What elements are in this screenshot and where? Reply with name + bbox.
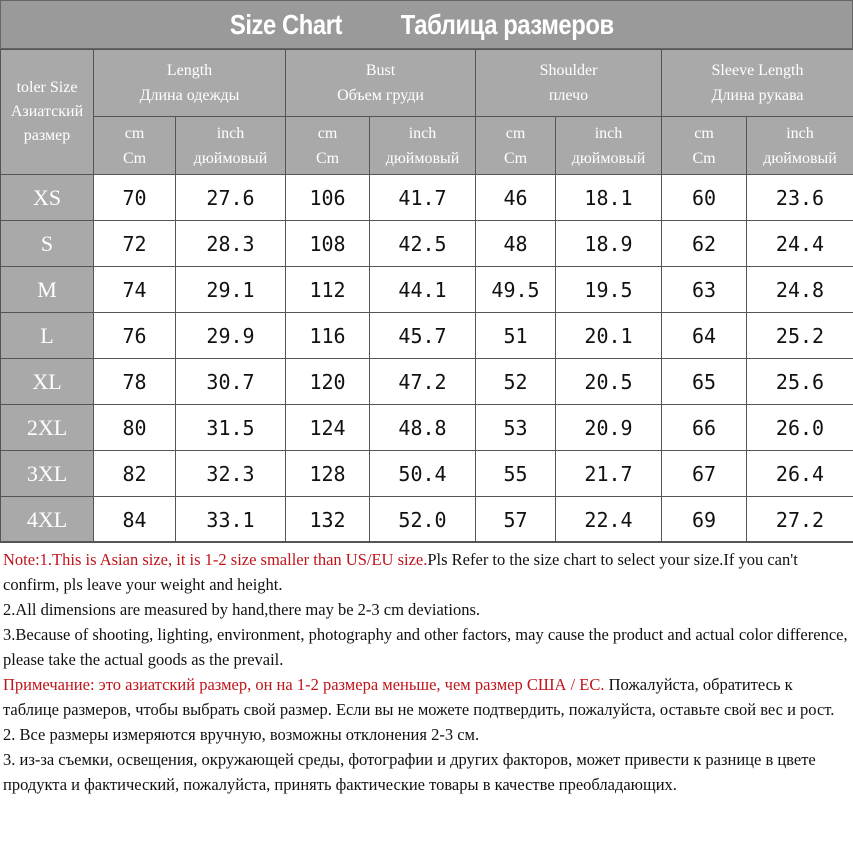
unit-cm-header xyxy=(662,117,747,175)
value-cell: 112 xyxy=(286,267,370,313)
value-cell: 49.5 xyxy=(476,267,556,313)
size-cell: S xyxy=(1,221,94,267)
value-cell: 55 xyxy=(476,451,556,497)
value-cell: 62 xyxy=(662,221,747,267)
value-cell: 80 xyxy=(94,405,176,451)
value-cell: 30.7 xyxy=(176,359,286,405)
value-cell: 108 xyxy=(286,221,370,267)
value-cell: 41.7 xyxy=(370,175,476,221)
bust-header-ru: Объем груди xyxy=(337,87,424,104)
value-cell: 82 xyxy=(94,451,176,497)
value-cell: 25.6 xyxy=(747,359,853,405)
unit-inch-en: inch xyxy=(594,124,623,142)
length-header-ru: Длина одежды xyxy=(139,87,240,104)
header-row-units xyxy=(1,117,853,175)
size-label-line: toler Size xyxy=(16,79,78,96)
table-row xyxy=(1,405,853,451)
value-cell: 120 xyxy=(286,359,370,405)
unit-inch-ru: дюймовый xyxy=(193,149,268,167)
title-ru: Таблица размеров xyxy=(401,8,614,40)
value-cell: 52 xyxy=(476,359,556,405)
unit-inch-header xyxy=(176,117,286,175)
unit-inch-en: inch xyxy=(408,124,437,142)
note-en-2: 2.All dimensions are measured by hand,there may be 2-3 cm deviations. xyxy=(3,600,480,619)
table-row xyxy=(1,359,853,405)
title-bar xyxy=(0,0,853,49)
value-cell: 33.1 xyxy=(176,497,286,543)
unit-cm-ru: Cm xyxy=(315,149,340,167)
table-row xyxy=(1,497,853,543)
value-cell: 18.1 xyxy=(556,175,662,221)
unit-inch-ru: дюймовый xyxy=(571,149,646,167)
unit-cm-ru: Cm xyxy=(503,149,528,167)
size-label-line: размер xyxy=(23,127,71,144)
value-cell: 47.2 xyxy=(370,359,476,405)
unit-cm-ru: Cm xyxy=(692,149,716,167)
value-cell: 52.0 xyxy=(370,497,476,543)
value-cell: 26.4 xyxy=(747,451,853,497)
size-column-header xyxy=(1,50,94,175)
table-row xyxy=(1,175,853,221)
value-cell: 64 xyxy=(662,313,747,359)
bust-header-en: Bust xyxy=(365,62,396,79)
size-cell: L xyxy=(1,313,94,359)
size-cell: M xyxy=(1,267,94,313)
table-row xyxy=(1,267,853,313)
unit-cm-header xyxy=(286,117,370,175)
value-cell: 32.3 xyxy=(176,451,286,497)
size-cell: 3XL xyxy=(1,451,94,497)
note-en-1 xyxy=(3,547,850,597)
note-ru-1 xyxy=(3,672,850,722)
value-cell: 20.5 xyxy=(556,359,662,405)
value-cell: 66 xyxy=(662,405,747,451)
size-cell: XS xyxy=(1,175,94,221)
header-row-groups xyxy=(1,50,853,117)
notes-section xyxy=(0,541,853,842)
table-row xyxy=(1,451,853,497)
size-label-line: Азиатский xyxy=(10,103,84,120)
size-cell: 2XL xyxy=(1,405,94,451)
value-cell: 22.4 xyxy=(556,497,662,543)
unit-inch-header xyxy=(370,117,476,175)
value-cell: 48.8 xyxy=(370,405,476,451)
value-cell: 20.9 xyxy=(556,405,662,451)
value-cell: 53 xyxy=(476,405,556,451)
note-en-3: 3.Because of shooting, lighting, environment, photography and other factors, may cause the product and actual color difference, please take the actual goods as the prevail. xyxy=(3,625,848,669)
unit-inch-header xyxy=(556,117,662,175)
value-cell: 27.2 xyxy=(747,497,853,543)
value-cell: 48 xyxy=(476,221,556,267)
value-cell: 116 xyxy=(286,313,370,359)
length-header-en: Length xyxy=(166,62,213,79)
value-cell: 128 xyxy=(286,451,370,497)
length-header xyxy=(94,50,286,117)
value-cell: 84 xyxy=(94,497,176,543)
value-cell: 23.6 xyxy=(747,175,853,221)
note-en-1-warning: Note:1.This is Asian size, it is 1-2 size smaller than US/EU size. xyxy=(3,550,428,569)
value-cell: 29.9 xyxy=(176,313,286,359)
value-cell: 27.6 xyxy=(176,175,286,221)
value-cell: 74 xyxy=(94,267,176,313)
value-cell: 124 xyxy=(286,405,370,451)
size-cell: 4XL xyxy=(1,497,94,543)
value-cell: 26.0 xyxy=(747,405,853,451)
value-cell: 76 xyxy=(94,313,176,359)
value-cell: 46 xyxy=(476,175,556,221)
size-cell: XL xyxy=(1,359,94,405)
unit-cm-en: cm xyxy=(694,124,714,142)
table-row xyxy=(1,221,853,267)
value-cell: 42.5 xyxy=(370,221,476,267)
unit-cm-en: cm xyxy=(505,124,526,142)
title-en: Size Chart xyxy=(230,8,343,40)
note-ru-2: 2. Все размеры измеряются вручную, возможны отклонения 2-3 см. xyxy=(3,725,480,744)
value-cell: 21.7 xyxy=(556,451,662,497)
value-cell: 57 xyxy=(476,497,556,543)
sleeve-header-ru: Длина рукава xyxy=(711,87,804,104)
sleeve-header-en: Sleeve Length xyxy=(711,62,804,79)
value-cell: 132 xyxy=(286,497,370,543)
value-cell: 31.5 xyxy=(176,405,286,451)
unit-cm-header xyxy=(476,117,556,175)
value-cell: 19.5 xyxy=(556,267,662,313)
shoulder-header xyxy=(476,50,662,117)
unit-inch-ru: дюймовый xyxy=(763,149,837,167)
value-cell: 69 xyxy=(662,497,747,543)
value-cell: 60 xyxy=(662,175,747,221)
unit-cm-en: cm xyxy=(317,124,338,142)
value-cell: 28.3 xyxy=(176,221,286,267)
table-row xyxy=(1,313,853,359)
value-cell: 25.2 xyxy=(747,313,853,359)
unit-inch-header xyxy=(747,117,853,175)
value-cell: 106 xyxy=(286,175,370,221)
note-ru-1-warning: Примечание: это азиатский размер, он на 1-2 размера меньше, чем размер США / ЕС. xyxy=(3,675,605,694)
size-chart-table xyxy=(0,49,853,543)
value-cell: 70 xyxy=(94,175,176,221)
unit-inch-en: inch xyxy=(786,124,814,142)
value-cell: 24.8 xyxy=(747,267,853,313)
note-ru-3: 3. из-за съемки, освещения, окружающей среды, фотографии и других факторов, может привести к разнице в цвете продукта и фактический, пожалуйста, принять фактические товары в качестве преобладающих. xyxy=(3,750,816,794)
shoulder-header-en: Shoulder xyxy=(539,62,598,79)
note-en-1-text: Pls Refer to the size chart to select your size.If you can't confirm, pls leave your weight and height. xyxy=(3,550,798,594)
value-cell: 45.7 xyxy=(370,313,476,359)
value-cell: 44.1 xyxy=(370,267,476,313)
value-cell: 78 xyxy=(94,359,176,405)
value-cell: 63 xyxy=(662,267,747,313)
unit-cm-header xyxy=(94,117,176,175)
value-cell: 51 xyxy=(476,313,556,359)
unit-inch-en: inch xyxy=(216,124,245,142)
sleeve-length-header xyxy=(662,50,853,117)
unit-cm-ru: Cm xyxy=(122,149,147,167)
value-cell: 24.4 xyxy=(747,221,853,267)
bust-header xyxy=(286,50,476,117)
value-cell: 50.4 xyxy=(370,451,476,497)
shoulder-header-ru: плечо xyxy=(548,87,589,104)
note-ru-1-text: Пожалуйста, обратитесь к таблице размеров, чтобы выбрать свой размер. Если вы не можете подтвердить, пожалуйста, оставьте свой вес и рост. xyxy=(3,675,835,719)
value-cell: 67 xyxy=(662,451,747,497)
unit-cm-en: cm xyxy=(124,124,145,142)
value-cell: 20.1 xyxy=(556,313,662,359)
value-cell: 29.1 xyxy=(176,267,286,313)
value-cell: 18.9 xyxy=(556,221,662,267)
value-cell: 65 xyxy=(662,359,747,405)
unit-inch-ru: дюймовый xyxy=(385,149,460,167)
value-cell: 72 xyxy=(94,221,176,267)
